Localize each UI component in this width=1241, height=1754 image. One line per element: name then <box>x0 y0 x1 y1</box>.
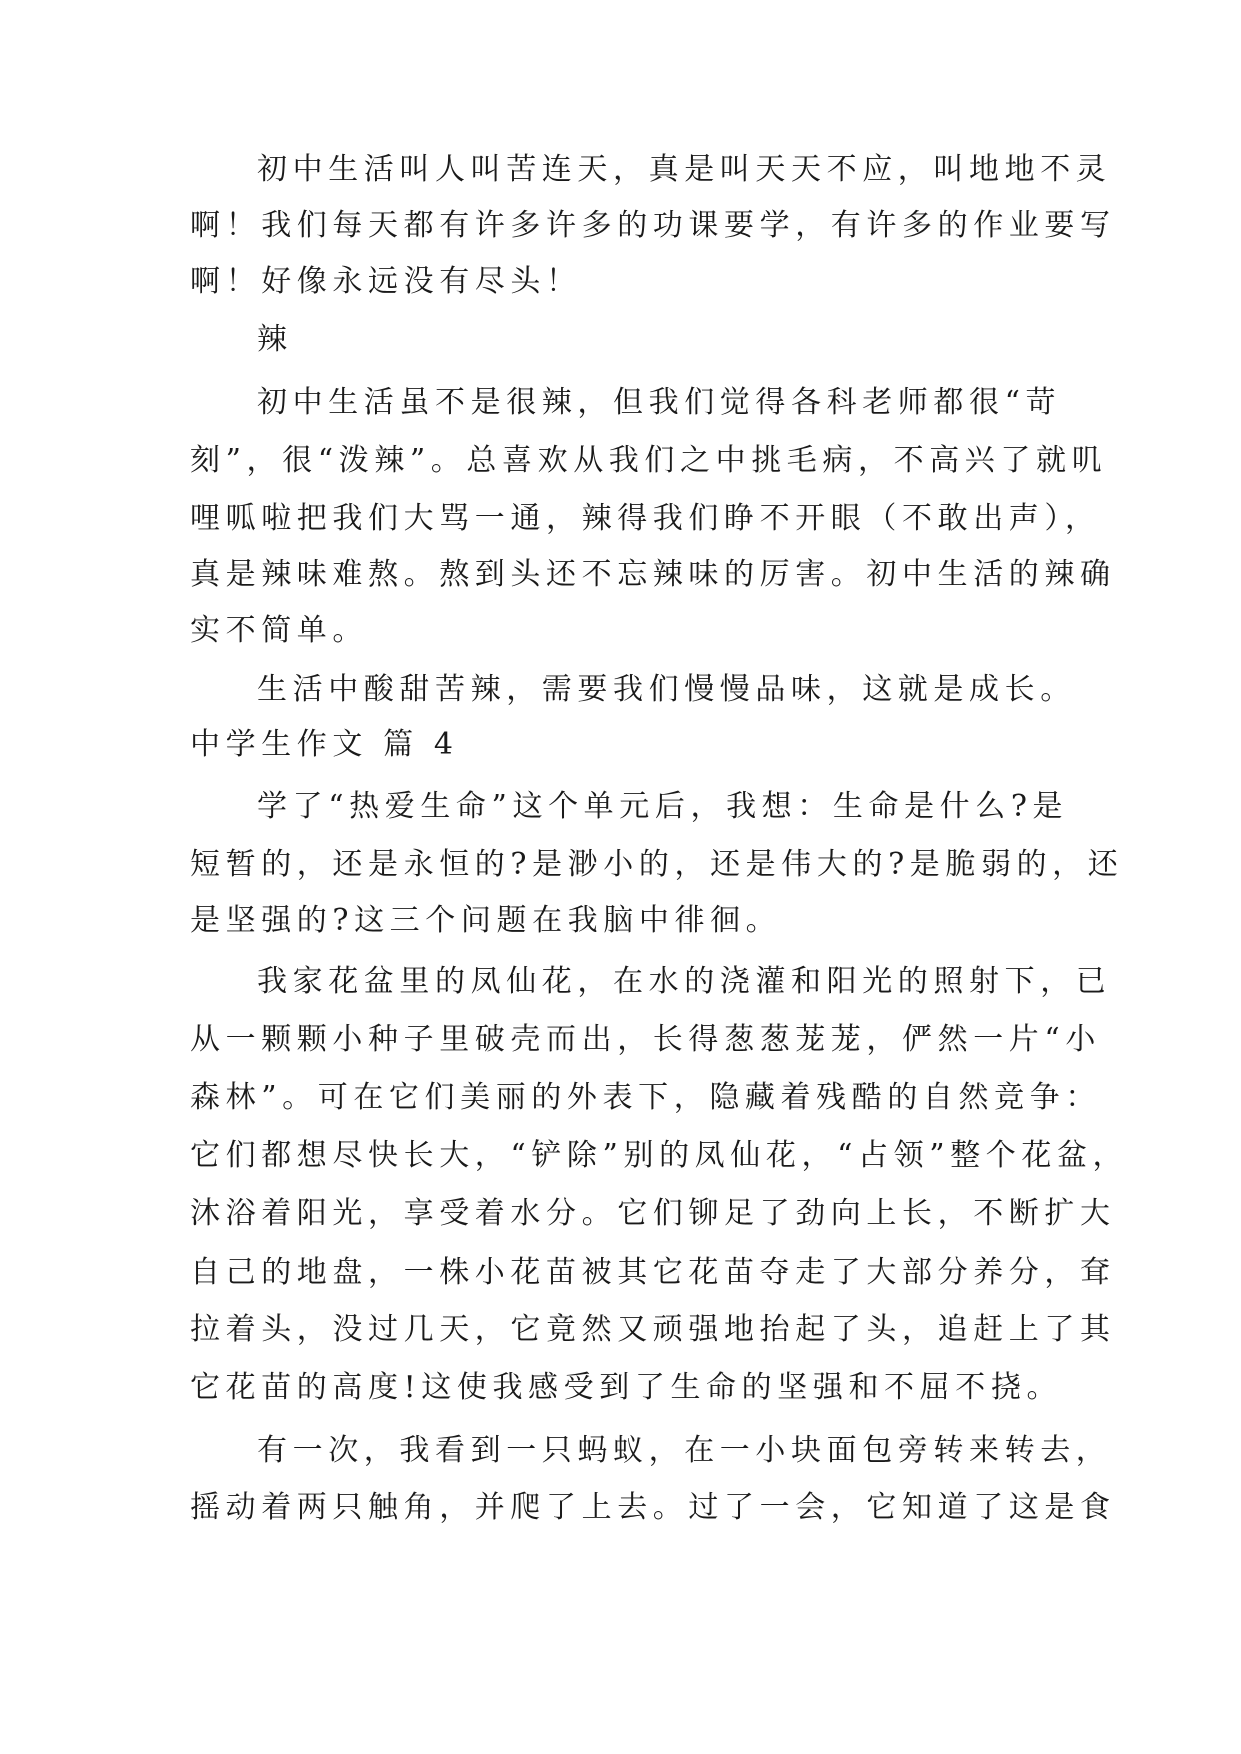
text-line: 生活中酸甜苦辣，需要我们慢慢品味，这就是成长。 <box>257 672 1076 707</box>
text-line: 初中生活虽不是很辣，但我们觉得各科老师都很“苛 <box>257 385 1062 420</box>
text-line: 森林”。可在它们美丽的外表下，隐藏着残酷的自然竞争： <box>190 1080 1101 1115</box>
text-line: 它们都想尽快长大，“铲除”别的凤仙花，“占领”整个花盆， <box>190 1138 1129 1173</box>
text-line: 啊！好像永远没有尽头！ <box>190 264 582 299</box>
text-line: 我家花盆里的凤仙花，在水的浇灌和阳光的照射下，已 <box>257 964 1112 999</box>
text-line: 摇动着两只触角，并爬了上去。过了一会，它知道了这是食 <box>190 1490 1116 1525</box>
text-line: 它花苗的高度!这使我感受到了生命的坚强和不屈不挠。 <box>190 1370 1063 1405</box>
text-line: 自己的地盘，一株小花苗被其它花苗夺走了大部分养分，耷 <box>190 1255 1116 1290</box>
text-line: 刻”，很“泼辣”。总喜欢从我们之中挑毛病，不高兴了就叽 <box>190 443 1108 478</box>
text-line: 从一颗颗小种子里破壳而出，长得葱葱茏茏，俨然一片“小 <box>190 1022 1101 1057</box>
text-line: 是坚强的?这三个问题在我脑中徘徊。 <box>190 903 782 938</box>
text-line: 短暂的，还是永恒的?是渺小的，还是伟大的?是脆弱的，还 <box>190 847 1124 882</box>
text-line: 啊！我们每天都有许多许多的功课要学，有许多的作业要写 <box>190 208 1116 243</box>
text-line: 拉着头，没过几天，它竟然又顽强地抬起了头，追赶上了其 <box>190 1312 1116 1347</box>
text-line: 学了“热爱生命”这个单元后，我想：生命是什么?是 <box>257 789 1069 824</box>
text-line: 真是辣味难熬。熬到头还不忘辣味的厉害。初中生活的辣确 <box>190 557 1116 592</box>
text-line: 实不简单。 <box>190 613 368 648</box>
section-heading: 辣 <box>257 322 293 357</box>
text-line: 沐浴着阳光，享受着水分。它们铆足了劲向上长，不断扩大 <box>190 1196 1116 1231</box>
text-line: 哩呱啦把我们大骂一通，辣得我们睁不开眼（不敢出声）， <box>190 501 1101 536</box>
text-line: 有一次，我看到一只蚂蚁，在一小块面包旁转来转去， <box>257 1433 1112 1468</box>
text-line: 初中生活叫人叫苦连天，真是叫天天不应，叫地地不灵 <box>257 152 1112 187</box>
section-title: 中学生作文 篇 4 <box>190 727 459 762</box>
